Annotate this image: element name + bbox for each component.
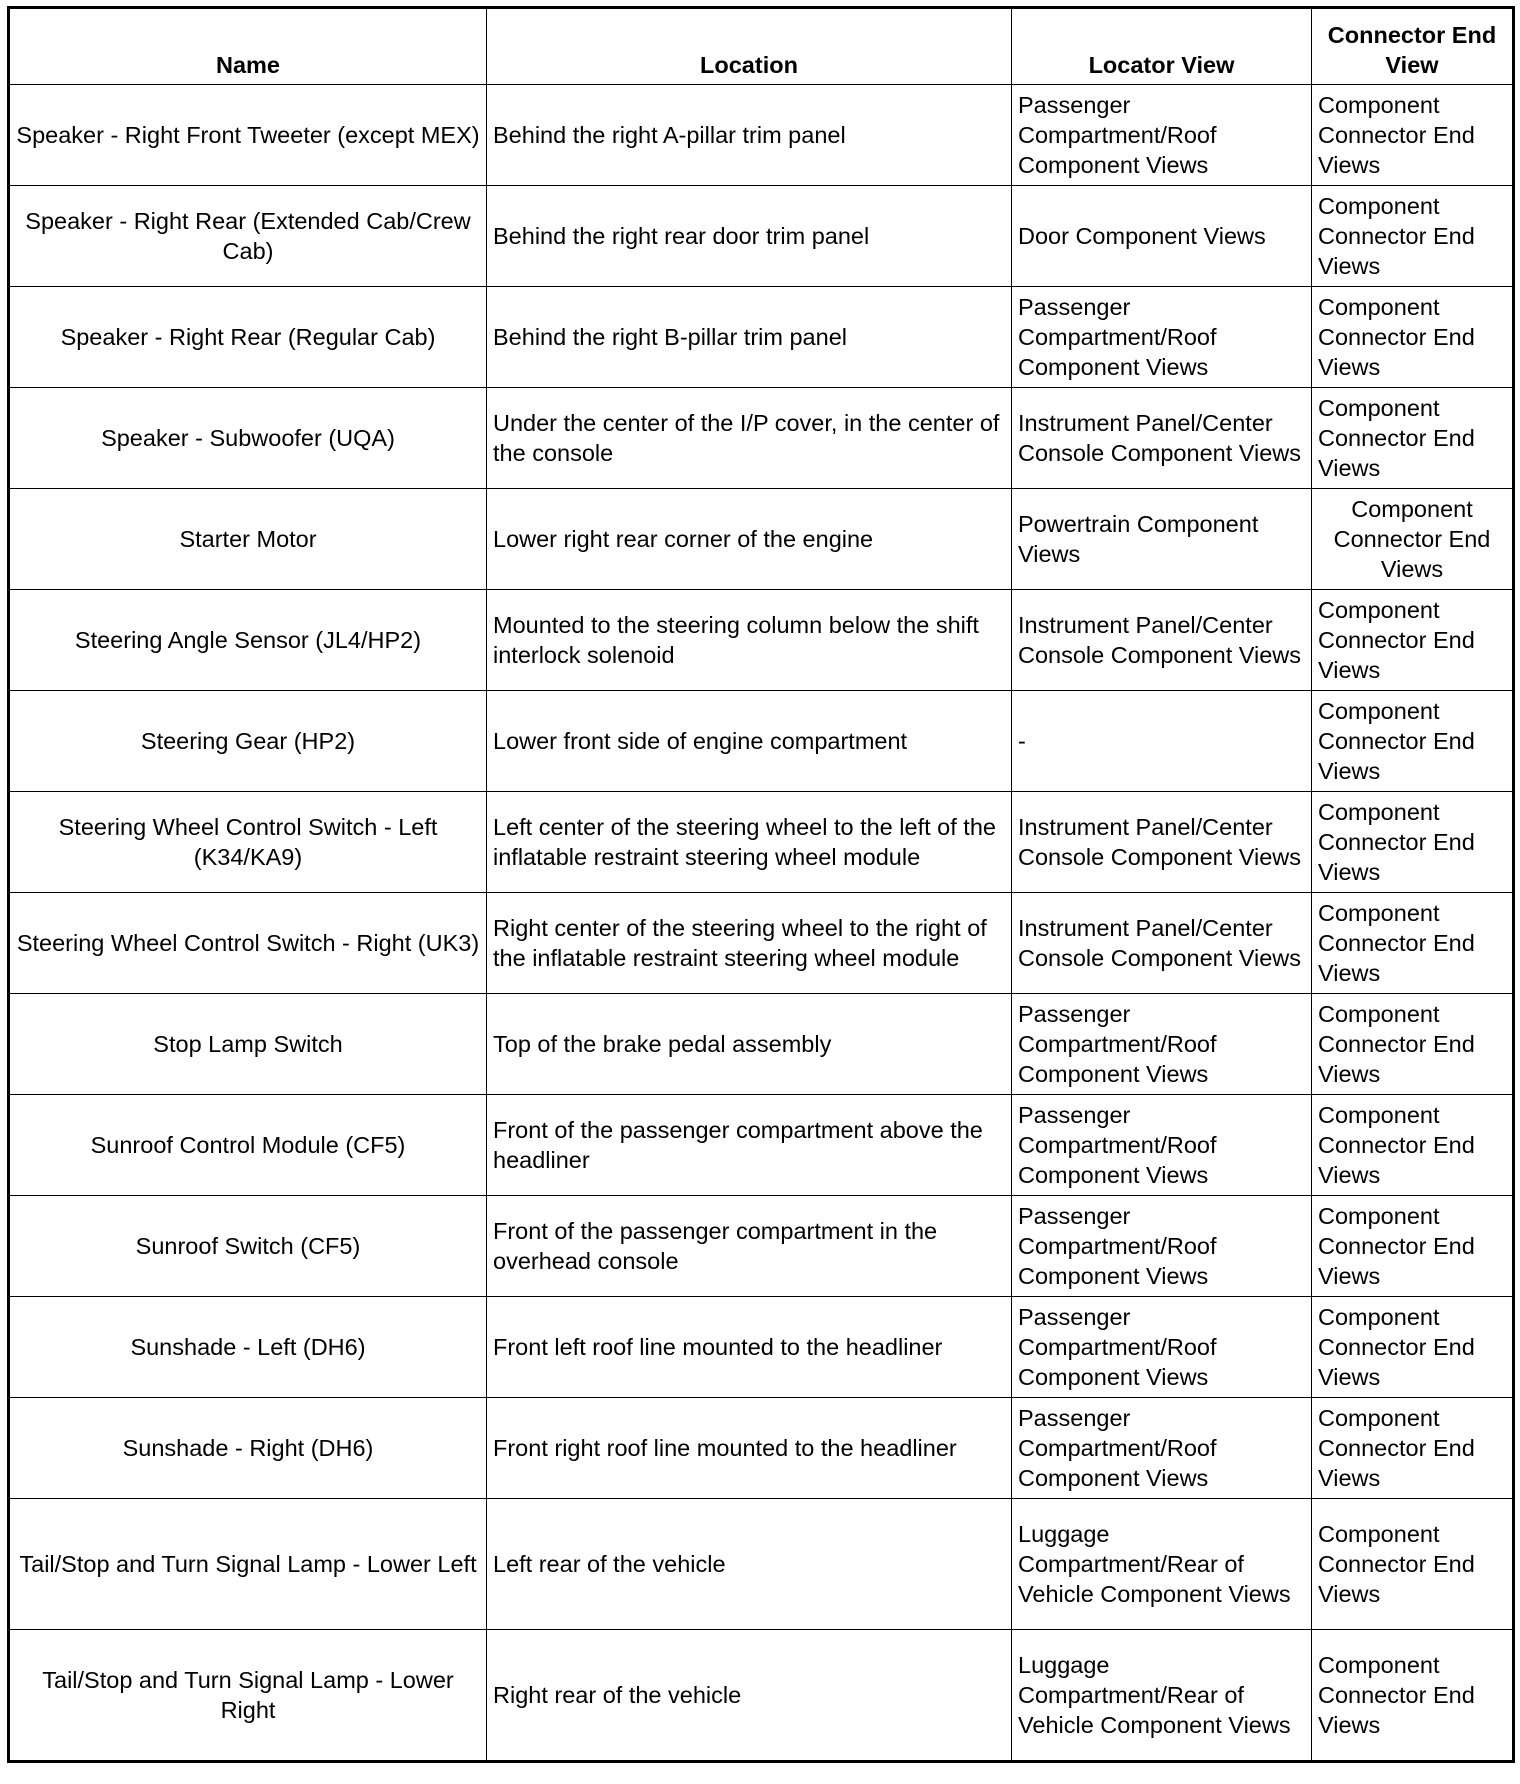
cell-name: Steering Angle Sensor (JL4/HP2) xyxy=(9,590,487,691)
cell-locator-view: Door Component Views xyxy=(1012,186,1312,287)
table-row xyxy=(9,287,1514,388)
table-row xyxy=(9,1196,1514,1297)
cell-location: Left center of the steering wheel to the left of the inflatable restraint steering wheel module xyxy=(487,792,1012,893)
cell-location: Right rear of the vehicle xyxy=(487,1630,1012,1762)
table-row xyxy=(9,85,1514,186)
cell-connector-end-view: Component Connector End Views xyxy=(1312,1398,1514,1499)
cell-name: Speaker - Subwoofer (UQA) xyxy=(9,388,487,489)
cell-connector-end-view: Component Connector End Views xyxy=(1312,85,1514,186)
cell-locator-view: Powertrain Component Views xyxy=(1012,489,1312,590)
cell-connector-end-view: Component Connector End Views xyxy=(1312,1297,1514,1398)
column-header-name: Name xyxy=(9,8,487,85)
cell-name: Tail/Stop and Turn Signal Lamp - Lower Right xyxy=(9,1630,487,1762)
cell-locator-view: Instrument Panel/Center Console Component Views xyxy=(1012,388,1312,489)
cell-location: Front of the passenger compartment above the headliner xyxy=(487,1095,1012,1196)
cell-location: Behind the right A-pillar trim panel xyxy=(487,85,1012,186)
cell-name: Stop Lamp Switch xyxy=(9,994,487,1095)
cell-name: Speaker - Right Front Tweeter (except MEX) xyxy=(9,85,487,186)
cell-name: Speaker - Right Rear (Regular Cab) xyxy=(9,287,487,388)
cell-connector-end-view: Component Connector End Views xyxy=(1312,1095,1514,1196)
table-row xyxy=(9,489,1514,590)
cell-location: Behind the right rear door trim panel xyxy=(487,186,1012,287)
cell-location: Front of the passenger compartment in the overhead console xyxy=(487,1196,1012,1297)
component-locator-table-container xyxy=(7,6,1512,1763)
cell-name: Steering Wheel Control Switch - Right (UK3) xyxy=(9,893,487,994)
cell-connector-end-view: Component Connector End Views xyxy=(1312,388,1514,489)
cell-location: Lower front side of engine compartment xyxy=(487,691,1012,792)
cell-location: Front right roof line mounted to the headliner xyxy=(487,1398,1012,1499)
table-row xyxy=(9,994,1514,1095)
table-row xyxy=(9,1095,1514,1196)
column-header-location: Location xyxy=(487,8,1012,85)
table-body xyxy=(9,85,1514,1762)
table-row xyxy=(9,792,1514,893)
cell-name: Sunshade - Left (DH6) xyxy=(9,1297,487,1398)
cell-locator-view: Passenger Compartment/Roof Component Views xyxy=(1012,85,1312,186)
cell-name: Sunroof Switch (CF5) xyxy=(9,1196,487,1297)
cell-locator-view: Passenger Compartment/Roof Component Views xyxy=(1012,1398,1312,1499)
cell-locator-view: Passenger Compartment/Roof Component Views xyxy=(1012,1297,1312,1398)
cell-location: Behind the right B-pillar trim panel xyxy=(487,287,1012,388)
component-locator-table xyxy=(7,6,1515,1763)
table-row xyxy=(9,1398,1514,1499)
table-row xyxy=(9,388,1514,489)
cell-location: Right center of the steering wheel to the right of the inflatable restraint steering wheel module xyxy=(487,893,1012,994)
cell-name: Sunshade - Right (DH6) xyxy=(9,1398,487,1499)
cell-connector-end-view: Component Connector End Views xyxy=(1312,994,1514,1095)
cell-connector-end-view: Component Connector End Views xyxy=(1312,792,1514,893)
table-row xyxy=(9,1630,1514,1762)
cell-connector-end-view: Component Connector End Views xyxy=(1312,287,1514,388)
cell-connector-end-view: Component Connector End Views xyxy=(1312,590,1514,691)
cell-locator-view: Passenger Compartment/Roof Component Views xyxy=(1012,1095,1312,1196)
cell-name: Speaker - Right Rear (Extended Cab/Crew Cab) xyxy=(9,186,487,287)
cell-connector-end-view: Component Connector End Views xyxy=(1312,186,1514,287)
cell-location: Top of the brake pedal assembly xyxy=(487,994,1012,1095)
cell-locator-view: Instrument Panel/Center Console Component Views xyxy=(1012,893,1312,994)
column-header-connector-end-view: Connector End View xyxy=(1312,8,1514,85)
column-header-locator-view: Locator View xyxy=(1012,8,1312,85)
cell-connector-end-view: Component Connector End Views xyxy=(1312,691,1514,792)
header-row xyxy=(9,8,1514,85)
cell-location: Front left roof line mounted to the headliner xyxy=(487,1297,1012,1398)
table-row xyxy=(9,893,1514,994)
cell-location: Mounted to the steering column below the shift interlock solenoid xyxy=(487,590,1012,691)
table-row xyxy=(9,1297,1514,1398)
cell-name: Starter Motor xyxy=(9,489,487,590)
cell-name: Sunroof Control Module (CF5) xyxy=(9,1095,487,1196)
table-row xyxy=(9,1499,1514,1630)
table-header xyxy=(9,8,1514,85)
cell-name: Steering Wheel Control Switch - Left (K34/KA9) xyxy=(9,792,487,893)
cell-locator-view: Passenger Compartment/Roof Component Views xyxy=(1012,287,1312,388)
table-row xyxy=(9,590,1514,691)
cell-locator-view: Luggage Compartment/Rear of Vehicle Component Views xyxy=(1012,1499,1312,1630)
cell-locator-view: Instrument Panel/Center Console Component Views xyxy=(1012,792,1312,893)
cell-name: Steering Gear (HP2) xyxy=(9,691,487,792)
cell-locator-view: Instrument Panel/Center Console Component Views xyxy=(1012,590,1312,691)
cell-location: Left rear of the vehicle xyxy=(487,1499,1012,1630)
cell-locator-view: Luggage Compartment/Rear of Vehicle Component Views xyxy=(1012,1630,1312,1762)
cell-name: Tail/Stop and Turn Signal Lamp - Lower Left xyxy=(9,1499,487,1630)
cell-connector-end-view: Component Connector End Views xyxy=(1312,1630,1514,1762)
cell-connector-end-view: Component Connector End Views xyxy=(1312,489,1514,590)
table-row xyxy=(9,186,1514,287)
cell-connector-end-view: Component Connector End Views xyxy=(1312,1196,1514,1297)
cell-locator-view: - xyxy=(1012,691,1312,792)
cell-location: Under the center of the I/P cover, in the center of the console xyxy=(487,388,1012,489)
cell-connector-end-view: Component Connector End Views xyxy=(1312,893,1514,994)
table-row xyxy=(9,691,1514,792)
cell-connector-end-view: Component Connector End Views xyxy=(1312,1499,1514,1630)
cell-locator-view: Passenger Compartment/Roof Component Views xyxy=(1012,994,1312,1095)
cell-locator-view: Passenger Compartment/Roof Component Views xyxy=(1012,1196,1312,1297)
cell-location: Lower right rear corner of the engine xyxy=(487,489,1012,590)
